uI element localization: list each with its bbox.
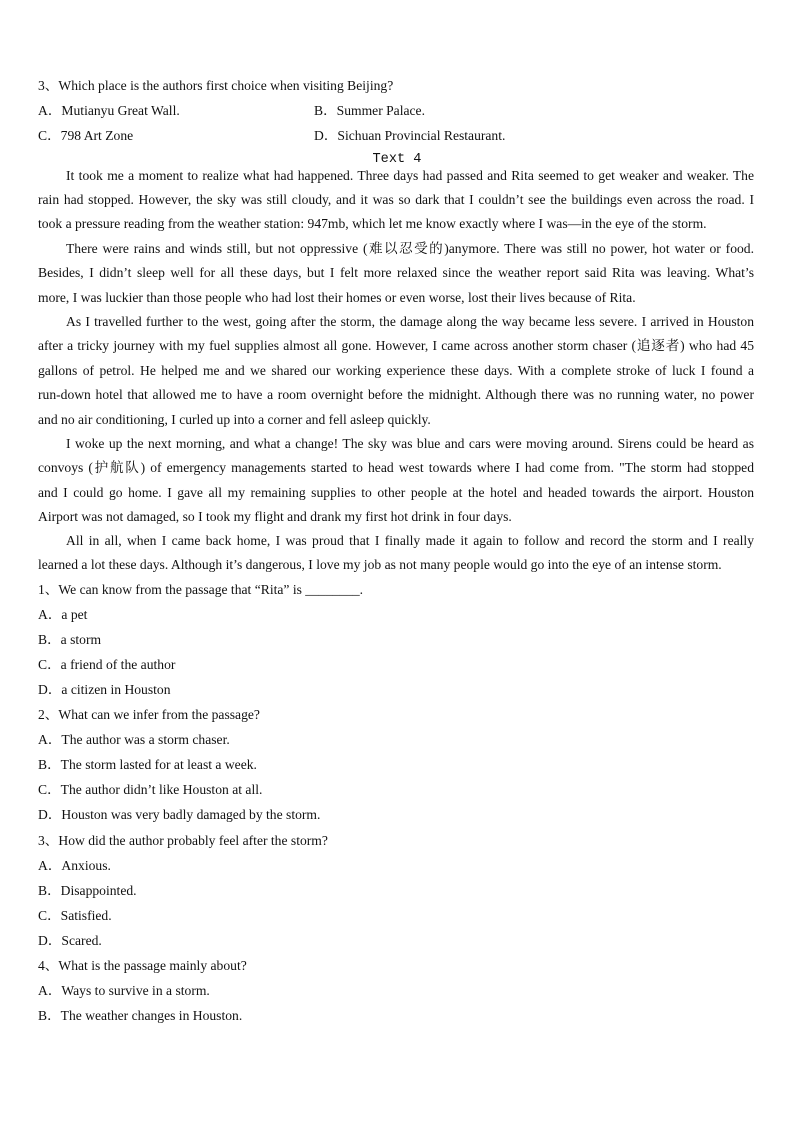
- passage-line: more, I was luckier than those people who had lost their homes or even worse, lost their lives because of Rita.: [38, 290, 636, 305]
- answer-option: A．The author was a storm chaser.: [38, 732, 230, 748]
- passage-line: learned a lot these days. Although it’s dangerous, I love my job as not many people would go into the eye of an intense storm.: [38, 557, 722, 572]
- answer-option: B．The weather changes in Houston.: [38, 1007, 243, 1023]
- option-b: B．Summer Palace.: [314, 103, 425, 118]
- answer-option: A．Anxious.: [38, 857, 111, 873]
- answer-option: A．a pet: [38, 607, 88, 623]
- question-stem: 3、Which place is the authors first choice when visiting Beijing?: [38, 78, 394, 93]
- answer-option: D．Houston was very badly damaged by the storm.: [38, 807, 321, 823]
- question-stem: 4、What is the passage mainly about?: [38, 957, 247, 973]
- passage-line: run-down hotel that allowed me to have a room overnight before the midnight. Although there was no running water, no power: [38, 387, 754, 402]
- question-stem: 2、What can we infer from the passage?: [38, 707, 260, 723]
- option-d: D．Sichuan Provincial Restaurant.: [314, 128, 506, 143]
- passage-line: and I could go home. I gave all my remaining supplies to other people at the hotel and headed towards the airport. Houston: [38, 485, 754, 500]
- answer-option: B．The storm lasted for at least a week.: [38, 757, 257, 773]
- text-title: Text 4: [372, 152, 422, 167]
- answer-option: D．a citizen in Houston: [38, 682, 171, 698]
- question-stem: 1、We can know from the passage that “Rita” is ________.: [38, 582, 364, 597]
- answer-option: C．Satisfied.: [38, 907, 112, 923]
- passage-line: convoys (护航队) of emergency managements started to head west towards where I had come from. "The storm had stopped: [38, 460, 754, 475]
- passage-line: Besides, I didn’t sleep well for all these days, but I felt more relaxed since the weather report said Rita was leaving. What’s: [38, 265, 754, 280]
- answer-option: C．The author didn’t like Houston at all.: [38, 782, 263, 798]
- passage-line: All in all, when I came back home, I was proud that I finally made it again to follow and record the storm and I really: [66, 533, 754, 548]
- option-c: C．798 Art Zone: [38, 128, 134, 143]
- answer-option: D．Scared.: [38, 932, 102, 948]
- passage-line: after a tricky journey with my fuel supplies almost all gone. However, I came across another storm chaser (追逐者) who had 45: [38, 338, 754, 353]
- passage-line: took a pressure reading from the weather station: 947mb, which let me know exactly where I was—in the eye of the storm.: [38, 216, 707, 231]
- passage-line: gallons of petrol. He helped me and we shared our working experience these days. With a complete stroke of luck I found a: [38, 363, 754, 378]
- answer-option: A．Ways to survive in a storm.: [38, 982, 210, 998]
- option-a: A．Mutianyu Great Wall.: [38, 103, 180, 118]
- answer-option: B．Disappointed.: [38, 882, 137, 898]
- passage-line: There were rains and winds still, but not oppressive (难以忍受的)anymore. There was still no power, hot water or food.: [66, 241, 754, 256]
- question-stem: 3、How did the author probably feel after the storm?: [38, 832, 328, 848]
- answer-option: C．a friend of the author: [38, 657, 176, 673]
- passage-line: It took me a moment to realize what had happened. Three days had passed and Rita seemed to get weaker and weaker. The: [66, 168, 754, 183]
- passage-line: rain had stopped. However, the sky was still cloudy, and it was so dark that I couldn’t see the buildings even across the road. I: [38, 192, 754, 207]
- passage-line: As I travelled further to the west, going after the storm, the damage along the way became less severe. I arrived in Houston: [66, 314, 754, 329]
- passage-line: Airport was not damaged, so I took my flight and drank my first hot drink in four days.: [38, 509, 512, 524]
- passage-line: I woke up the next morning, and what a change! The sky was blue and cars were moving around. Sirens could be heard as: [66, 436, 754, 451]
- answer-option: B．a storm: [38, 632, 102, 648]
- passage-line: and no air conditioning, I curled up into a corner and fell asleep quickly.: [38, 412, 431, 427]
